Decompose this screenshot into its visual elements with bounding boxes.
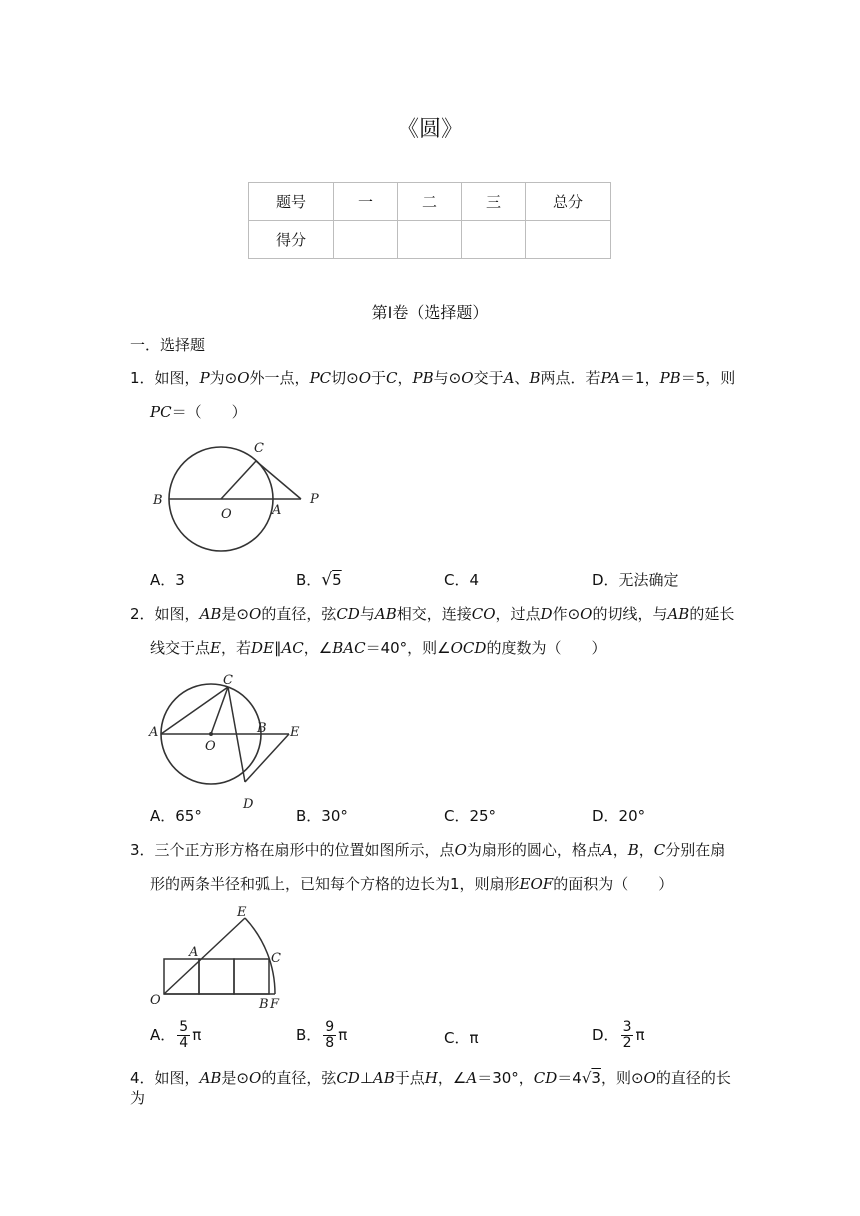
header-cell: 总分 xyxy=(526,183,611,221)
header-cell: 一 xyxy=(334,183,398,221)
question-2-figure xyxy=(145,670,315,810)
label-a: A xyxy=(272,503,282,518)
question-1-line-2: PC＝（ ） xyxy=(150,403,247,421)
q3-option-a[interactable]: A． $\frac{5}{4}$ π xyxy=(150,1019,202,1051)
score-cell xyxy=(334,221,398,259)
q3-option-c[interactable]: C．π xyxy=(444,1029,479,1047)
chord-ac xyxy=(161,687,228,734)
q3-option-d[interactable]: D． $\frac{3}{2}$ π xyxy=(592,1019,645,1051)
score-table xyxy=(248,182,611,259)
label-o: O xyxy=(205,739,216,754)
tangent-pc xyxy=(256,461,301,499)
row-label-cell: 得分 xyxy=(249,221,334,259)
label-c: C xyxy=(254,441,264,456)
q1-option-d[interactable]: D．无法确定 xyxy=(592,571,679,589)
part-title: 一．选择题 xyxy=(130,336,206,354)
label-c: C xyxy=(223,673,233,688)
q1-option-a[interactable]: A．3 xyxy=(150,571,185,589)
label-b: B xyxy=(257,721,267,736)
label-b: B xyxy=(259,997,269,1012)
q3-option-b[interactable]: B． $\frac{9}{8}$ π xyxy=(296,1019,348,1051)
radius-oc xyxy=(211,687,228,734)
label-b: B xyxy=(153,493,163,508)
square-3 xyxy=(234,959,269,994)
question-4-line-1: 4．如图，AB是⊙O的直径，弦CD⊥AB于点H，∠A＝30°，CD＝4√3，则⊙O的直径的长为 xyxy=(130,1069,731,1107)
question-2-line-1: 2．如图，AB是⊙O的直径，弦CD与AB相交，连接CO，过点D作⊙O的切线，与AB的延长 xyxy=(130,605,735,623)
q1-option-c[interactable]: C．4 xyxy=(444,571,480,589)
score-cell xyxy=(526,221,611,259)
label-e: E xyxy=(290,725,300,740)
score-table-header-row xyxy=(249,183,611,221)
label-f: F xyxy=(270,997,280,1012)
center-point xyxy=(209,732,213,736)
label-a: A xyxy=(189,945,199,960)
q2-option-c[interactable]: C．25° xyxy=(444,807,497,825)
question-3-line-2: 形的两条半径和弧上，已知每个方格的边长为1，则扇形EOF的面积为（ ） xyxy=(150,875,674,893)
question-2-line-2: 线交于点E，若DE∥AC，∠BAC＝40°，则∠OCD的度数为（ ） xyxy=(150,639,607,657)
score-table-row xyxy=(249,221,611,259)
header-cell: 二 xyxy=(398,183,462,221)
question-1-figure xyxy=(145,432,335,558)
header-cell: 题号 xyxy=(249,183,334,221)
radius-oe xyxy=(164,918,245,994)
q2-option-b[interactable]: B．30° xyxy=(296,807,348,825)
tangent-de xyxy=(245,734,289,782)
q2-option-a[interactable]: A．65° xyxy=(150,807,202,825)
q2-option-d[interactable]: D．20° xyxy=(592,807,646,825)
label-o: O xyxy=(221,507,232,522)
question-1-line-1: 1．如图，P为⊙O外一点，PC切⊙O于C，PB与⊙O交于A、B两点．若PA＝1，PB＝5，则 xyxy=(130,369,736,387)
label-e: E xyxy=(237,905,247,920)
radius-oc xyxy=(221,461,256,499)
square-2 xyxy=(199,959,234,994)
page-title: 《圆》 xyxy=(396,117,463,142)
question-3-line-1: 3．三个正方形方格在扇形中的位置如图所示，点O为扇形的圆心，格点A，B，C分别在扇 xyxy=(130,841,726,859)
score-cell xyxy=(462,221,526,259)
q1-option-b[interactable]: B．√5 xyxy=(296,570,342,590)
label-o: O xyxy=(150,993,161,1008)
label-a: A xyxy=(149,725,159,740)
question-3-figure xyxy=(148,904,298,1012)
section-title: 第Ⅰ卷（选择题） xyxy=(371,303,489,322)
label-d: D xyxy=(243,797,254,810)
score-cell xyxy=(398,221,462,259)
label-c: C xyxy=(271,951,281,966)
label-p: P xyxy=(310,492,319,507)
header-cell: 三 xyxy=(462,183,526,221)
